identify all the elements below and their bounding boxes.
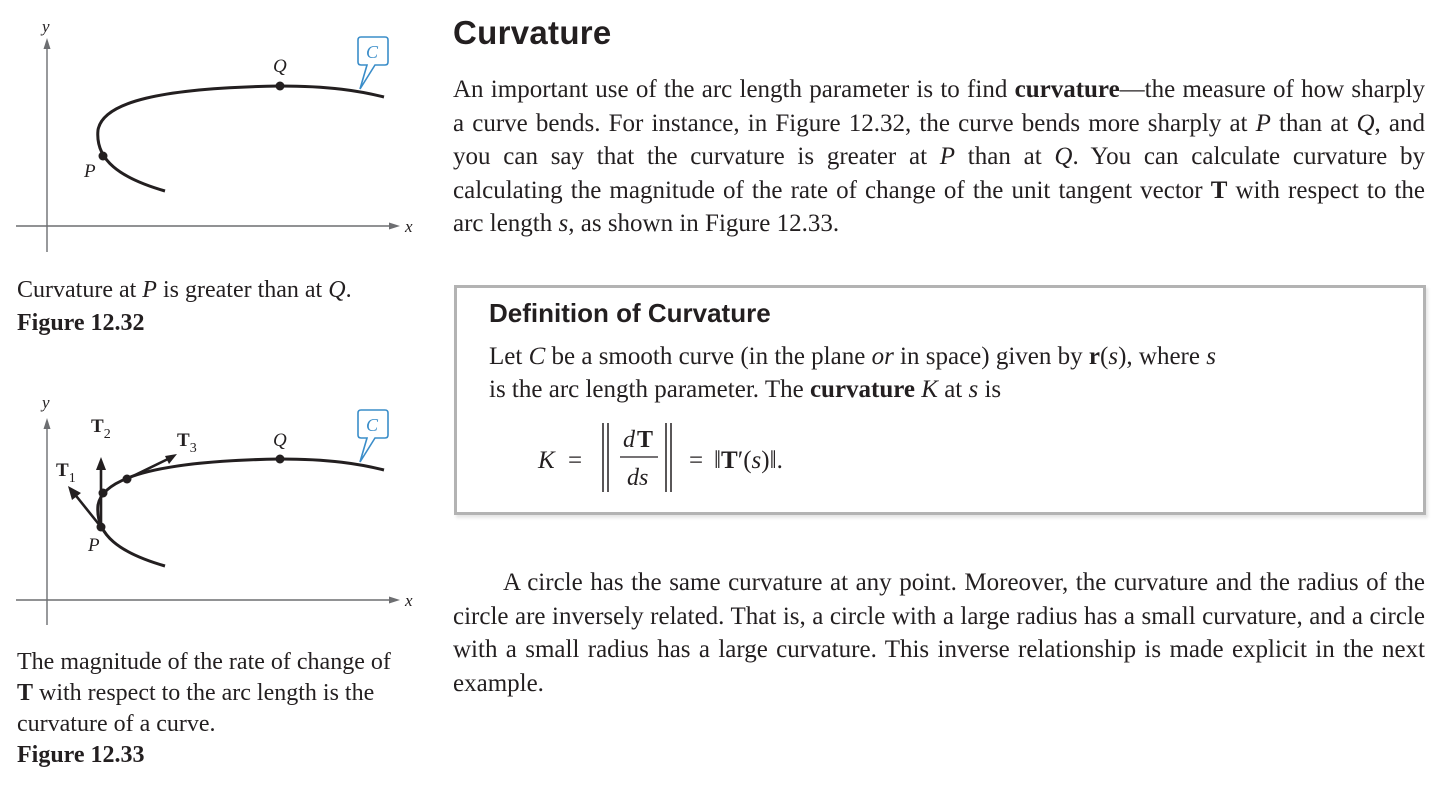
x-axis-label: x bbox=[405, 217, 413, 236]
formula-rhs: ‖T′(s)‖. bbox=[714, 447, 783, 474]
curve-c bbox=[98, 86, 384, 191]
t2-arrowhead bbox=[96, 457, 106, 470]
curve-label: C bbox=[366, 415, 379, 435]
t2-label: $T_2$ bbox=[91, 416, 111, 442]
point-q-label: Q bbox=[273, 430, 287, 451]
circle-curvature-paragraph: A circle has the same curvature at any point. Moreover, the curvature and the radius of the circle are inversely related. That is, a circle with a large radius has a small curvature, and a circle with a small radius has a large curvature. This inverse relationship is made explicit in the next example. bbox=[453, 569, 1425, 697]
figure-12-33-graph bbox=[0, 390, 430, 630]
t3-arrowhead bbox=[165, 454, 177, 464]
point-p-dot bbox=[99, 152, 108, 161]
curve-label-badge bbox=[358, 410, 388, 462]
x-axis-label: x bbox=[405, 591, 413, 610]
curve-label-badge bbox=[358, 37, 388, 89]
t1-label: $T_1$ bbox=[56, 460, 76, 486]
y-axis-label: y bbox=[42, 393, 50, 412]
curvature-formula bbox=[530, 415, 830, 500]
section-title: Curvature bbox=[453, 14, 612, 51]
figure-12-32-label: Figure 12.32 bbox=[17, 310, 145, 336]
figure-12-33-caption: The magnitude of the rate of change of T with respect to the arc length is the curvature of a curve. bbox=[17, 649, 391, 737]
intro-paragraph: An important use of the arc length parameter is to find curvature—the measure of how sharply a curve bends. For instance, in Figure 12.32, the curve bends more sharply at P than at Q, and you can say that the curvature is greater at P than at Q. You can calculate curvature by calculating the magnitude of the rate of change of the unit tangent vector T with respect to the arc length s, as shown in Figure 12.33. bbox=[453, 76, 1425, 238]
definition-text: Let C be a smooth curve (in the plane or in space) given by r(s), where s is the arc length parameter. The curvature K at s is bbox=[489, 343, 1216, 403]
figure-12-32-graph bbox=[0, 0, 430, 260]
t3-label: $T_3$ bbox=[177, 430, 197, 456]
point-q-dot bbox=[276, 82, 285, 91]
point-p-dot bbox=[97, 523, 106, 532]
figure-12-32-caption: Curvature at P is greater than at Q. bbox=[17, 277, 352, 303]
numerator-d: d bbox=[623, 427, 635, 453]
point-p-label: P bbox=[84, 161, 96, 182]
y-axis-arrow bbox=[44, 38, 51, 49]
formula-equals-2: = bbox=[689, 447, 704, 474]
x-axis-arrow bbox=[389, 223, 400, 230]
denominator-ds: ds bbox=[627, 465, 649, 491]
y-axis-label: y bbox=[42, 17, 50, 36]
formula-k: K bbox=[538, 447, 555, 474]
x-axis-arrow bbox=[389, 597, 400, 604]
point-q-dot bbox=[276, 455, 285, 464]
point-q-label: Q bbox=[273, 56, 287, 77]
numerator-t: T bbox=[637, 427, 654, 453]
y-axis-arrow bbox=[44, 418, 51, 429]
curve-label: C bbox=[366, 42, 379, 62]
formula-equals-1: = bbox=[568, 447, 583, 474]
point-t2-dot bbox=[99, 489, 108, 498]
definition-title: Definition of Curvature bbox=[489, 298, 771, 328]
point-t3-dot bbox=[123, 475, 132, 484]
point-p-label: P bbox=[88, 535, 100, 556]
figure-12-33-label: Figure 12.33 bbox=[17, 742, 145, 768]
curve-c bbox=[98, 459, 384, 566]
